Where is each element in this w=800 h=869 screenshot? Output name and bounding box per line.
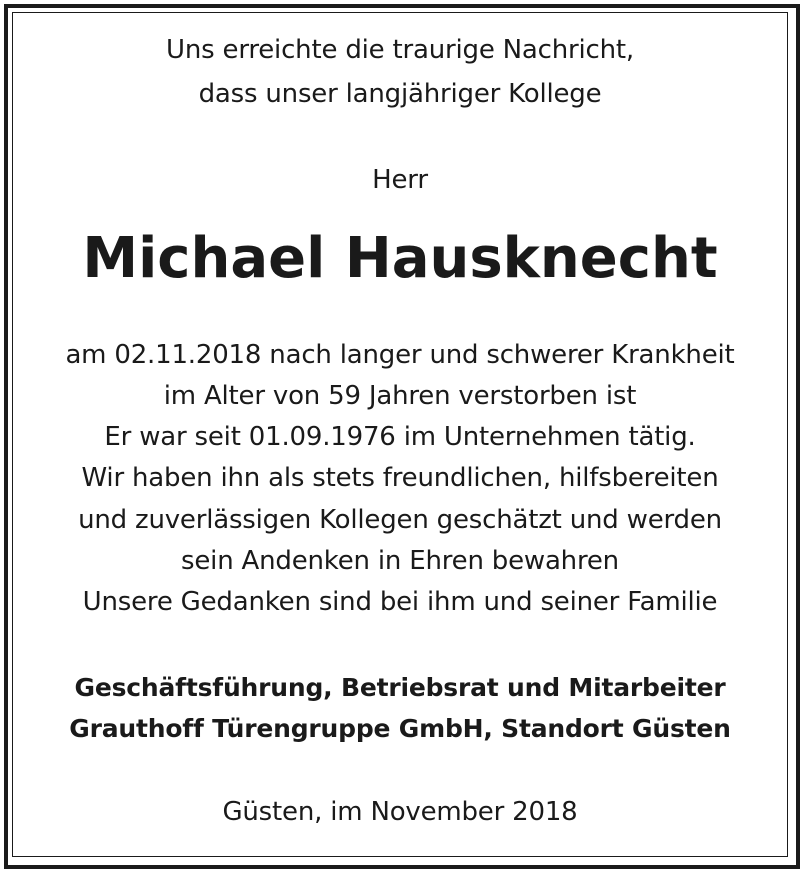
body-line-5: und zuverlässigen Kollegen geschätzt und werden — [78, 505, 722, 535]
salutation: Herr — [372, 165, 428, 195]
body-line-1: am 02.11.2018 nach langer und schwerer Krankheit — [65, 340, 735, 370]
body-line-7: Unsere Gedanken sind bei ihm und seiner Familie — [82, 587, 718, 617]
place-date: Güsten, im November 2018 — [222, 797, 578, 827]
body-line-3: Er war seit 01.09.1976 im Unternehmen tätig. — [104, 422, 696, 452]
sender-line-1: Geschäftsführung, Betriebsrat und Mitarbeiter — [74, 673, 726, 702]
body-line-2: im Alter von 59 Jahren verstorben ist — [163, 381, 637, 411]
intro-line-2: dass unser langjähriger Kollege — [198, 79, 602, 109]
intro-line-1: Uns erreichte die traurige Nachricht, — [166, 35, 634, 65]
body-line-6: sein Andenken in Ehren bewahren — [181, 546, 619, 576]
body-line-4: Wir haben ihn als stets freundlichen, hilfsbereiten — [81, 463, 719, 493]
sender-line-2: Grauthoff Türengruppe GmbH, Standort Güsten — [69, 714, 731, 743]
deceased-name: Michael Hausknecht — [82, 226, 718, 291]
